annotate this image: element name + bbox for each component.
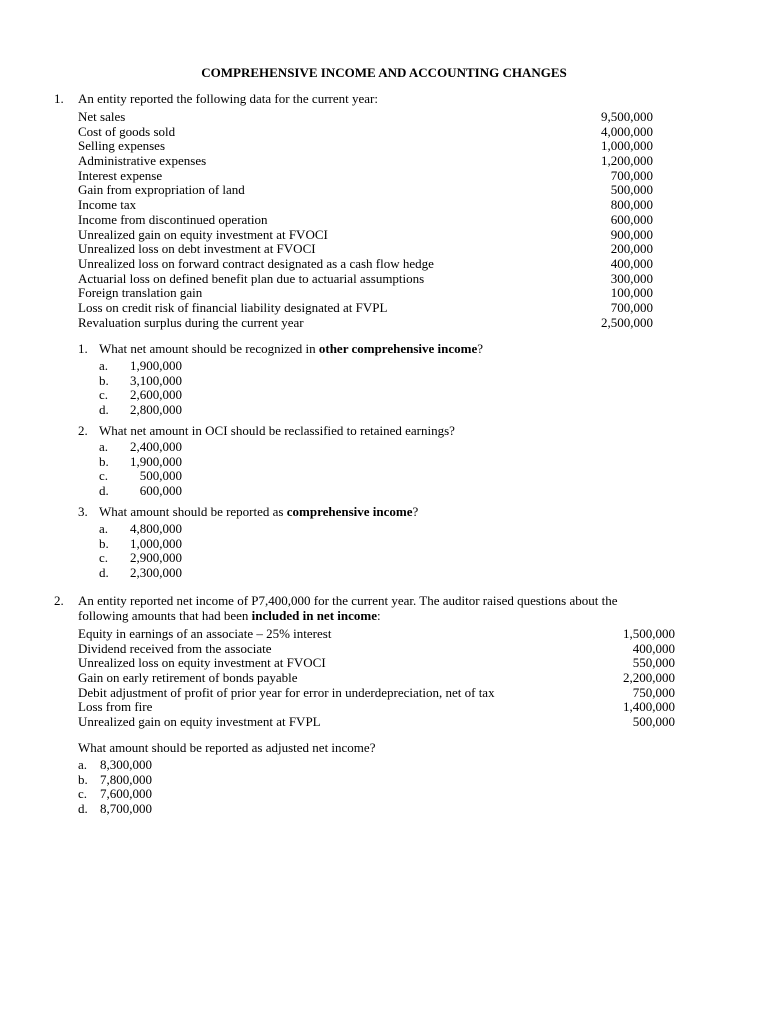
row-label: Cost of goods sold — [78, 123, 176, 139]
table-row — [78, 286, 653, 301]
option-letter: a. — [99, 439, 109, 454]
option-value: 2,300,000 — [130, 565, 182, 581]
question-3-text — [99, 505, 418, 520]
table-row — [78, 257, 653, 272]
row-amount: 800,000 — [610, 197, 653, 213]
row-amount: 9,500,000 — [601, 109, 653, 124]
page-title: COMPREHENSIVE INCOME AND ACCOUNTING CHANGES — [201, 65, 567, 80]
option-letter: c. — [99, 468, 109, 484]
row-label: Income from discontinued operation — [78, 211, 268, 227]
option-value: 8,700,000 — [100, 801, 152, 817]
intro-text-bold: included in net income — [251, 607, 377, 623]
option-letter: c. — [99, 387, 109, 403]
option — [99, 537, 182, 552]
table-row — [78, 198, 653, 213]
option-value: 7,600,000 — [100, 786, 152, 802]
table-row — [78, 125, 653, 140]
option-value: 2,800,000 — [130, 402, 182, 418]
row-label: Actuarial loss on defined benefit plan due to actuarial assumptions — [78, 270, 425, 286]
option-letter: d. — [99, 402, 109, 418]
row-label: Dividend received from the associate — [78, 640, 272, 656]
row-label: Income tax — [78, 197, 137, 213]
option — [78, 773, 152, 788]
row-label: Unrealized loss on equity investment at FVOCI — [78, 655, 326, 671]
row-amount: 2,200,000 — [623, 670, 675, 686]
option-value: 1,900,000 — [130, 358, 182, 373]
intro-text-end: : — [377, 607, 381, 623]
table-row — [78, 110, 653, 125]
option — [99, 388, 182, 403]
option-letter: a. — [99, 521, 109, 536]
row-amount: 1,200,000 — [601, 153, 653, 169]
table-row — [78, 715, 675, 730]
row-label: Debit adjustment of profit of prior year for error in underdepreciation, net of tax — [78, 684, 495, 700]
row-amount: 700,000 — [610, 299, 653, 315]
row-label: Selling expenses — [78, 138, 166, 154]
problem-2-question: What amount should be reported as adjusted net income? — [78, 740, 376, 755]
question-text: What net amount should be recognized in — [99, 341, 319, 356]
question-text-bold: other comprehensive income — [318, 341, 478, 356]
row-amount: 700,000 — [610, 167, 653, 183]
option-letter: d. — [99, 483, 109, 499]
table-row — [78, 700, 675, 715]
problem-2-data-table — [78, 627, 675, 730]
table-row — [78, 642, 675, 657]
row-amount: 1,000,000 — [601, 138, 653, 154]
row-amount: 300,000 — [610, 270, 653, 286]
row-amount: 500,000 — [632, 714, 675, 730]
row-label: Unrealized loss on debt investment at FVOCI — [78, 241, 316, 257]
row-label: Net sales — [78, 109, 126, 124]
row-label: Revaluation surplus during the current year — [78, 314, 304, 330]
row-amount: 500,000 — [610, 182, 653, 198]
row-amount: 900,000 — [610, 226, 653, 242]
problem-2-number: 2. — [54, 593, 64, 608]
question-1-options — [99, 359, 182, 418]
table-row — [78, 183, 653, 198]
question-text-bold: comprehensive income — [286, 504, 413, 519]
question-3-number: 3. — [78, 504, 88, 519]
option — [99, 455, 182, 470]
table-row — [78, 627, 675, 642]
table-row — [78, 671, 675, 686]
table-row — [78, 656, 675, 671]
problem-2-intro — [78, 594, 617, 623]
table-row — [78, 686, 675, 701]
row-amount: 1,500,000 — [623, 626, 675, 641]
row-label: Foreign translation gain — [78, 285, 203, 301]
row-amount: 600,000 — [610, 211, 653, 227]
table-row — [78, 316, 653, 331]
problem-1-data-table — [78, 110, 653, 330]
option-letter: a. — [99, 358, 109, 373]
question-1-number: 1. — [78, 341, 88, 356]
option — [99, 469, 182, 484]
option — [99, 359, 182, 374]
table-row — [78, 213, 653, 228]
option-letter: a. — [78, 757, 88, 772]
row-label: Interest expense — [78, 167, 163, 183]
table-row — [78, 139, 653, 154]
option — [99, 484, 182, 499]
table-row — [78, 272, 653, 287]
question-text: What amount should be reported as — [99, 504, 287, 519]
row-amount: 750,000 — [632, 684, 675, 700]
option — [99, 551, 182, 566]
row-amount: 100,000 — [610, 285, 653, 301]
option-value: 4,800,000 — [130, 521, 182, 536]
row-label: Unrealized gain on equity investment at FVOCI — [78, 226, 328, 242]
table-row — [78, 228, 653, 243]
row-amount: 400,000 — [610, 255, 653, 271]
question-3-options — [99, 522, 182, 581]
problem-2-intro-line-1: An entity reported net income of P7,400,000 for the current year. The auditor raised questions about the — [78, 593, 618, 608]
table-row — [78, 301, 653, 316]
option — [78, 802, 152, 817]
row-label: Administrative expenses — [78, 153, 207, 169]
question-text-end: ? — [477, 341, 484, 356]
row-amount: 400,000 — [632, 640, 675, 656]
row-amount: 550,000 — [632, 655, 675, 671]
option-value: 2,400,000 — [130, 439, 182, 454]
question-text-end: ? — [412, 504, 419, 519]
option — [78, 787, 152, 802]
intro-text: following amounts that had been — [78, 607, 252, 623]
question-2-number: 2. — [78, 423, 88, 438]
option-value: 2,600,000 — [130, 387, 182, 403]
problem-2-options — [78, 758, 152, 817]
option-value: 500,000 — [139, 468, 182, 484]
option — [99, 403, 182, 418]
option-value: 2,900,000 — [130, 550, 182, 566]
row-amount: 4,000,000 — [601, 123, 653, 139]
option-value: 1,900,000 — [130, 453, 182, 469]
row-label: Gain on early retirement of bonds payable — [78, 670, 298, 686]
option-letter: c. — [99, 550, 109, 566]
option-letter: b. — [99, 535, 109, 551]
question-2-text — [99, 424, 455, 439]
option — [99, 374, 182, 389]
question-1-text — [99, 342, 483, 357]
option — [78, 758, 152, 773]
problem-1-number: 1. — [54, 91, 64, 106]
question-2-options — [99, 440, 182, 499]
option-value: 600,000 — [139, 483, 182, 499]
table-row — [78, 242, 653, 257]
option-value: 7,800,000 — [100, 771, 152, 787]
row-amount: 1,400,000 — [623, 699, 675, 715]
option — [99, 566, 182, 581]
option-letter: b. — [99, 453, 109, 469]
option-value: 1,000,000 — [130, 535, 182, 551]
row-label: Equity in earnings of an associate – 25% interest — [78, 626, 332, 641]
row-amount: 2,500,000 — [601, 314, 653, 330]
option — [99, 522, 182, 537]
row-label: Loss on credit risk of financial liability designated at FVPL — [78, 299, 388, 315]
row-label: Unrealized gain on equity investment at FVPL — [78, 714, 321, 730]
option-letter: d. — [78, 801, 88, 817]
row-label: Unrealized loss on forward contract designated as a cash flow hedge — [78, 255, 434, 271]
row-label: Loss from fire — [78, 699, 153, 715]
option-letter: b. — [78, 771, 88, 787]
option-letter: c. — [78, 786, 88, 802]
problem-1-intro: An entity reported the following data for the current year: — [78, 91, 378, 106]
option-letter: b. — [99, 372, 109, 388]
question-text: What net amount in OCI should be reclassified to retained earnings? — [99, 423, 455, 438]
option — [99, 440, 182, 455]
row-amount: 200,000 — [610, 241, 653, 257]
row-label: Gain from expropriation of land — [78, 182, 245, 198]
option-value: 8,300,000 — [100, 757, 152, 772]
table-row — [78, 154, 653, 169]
option-letter: d. — [99, 565, 109, 581]
option-value: 3,100,000 — [130, 372, 182, 388]
table-row — [78, 169, 653, 184]
